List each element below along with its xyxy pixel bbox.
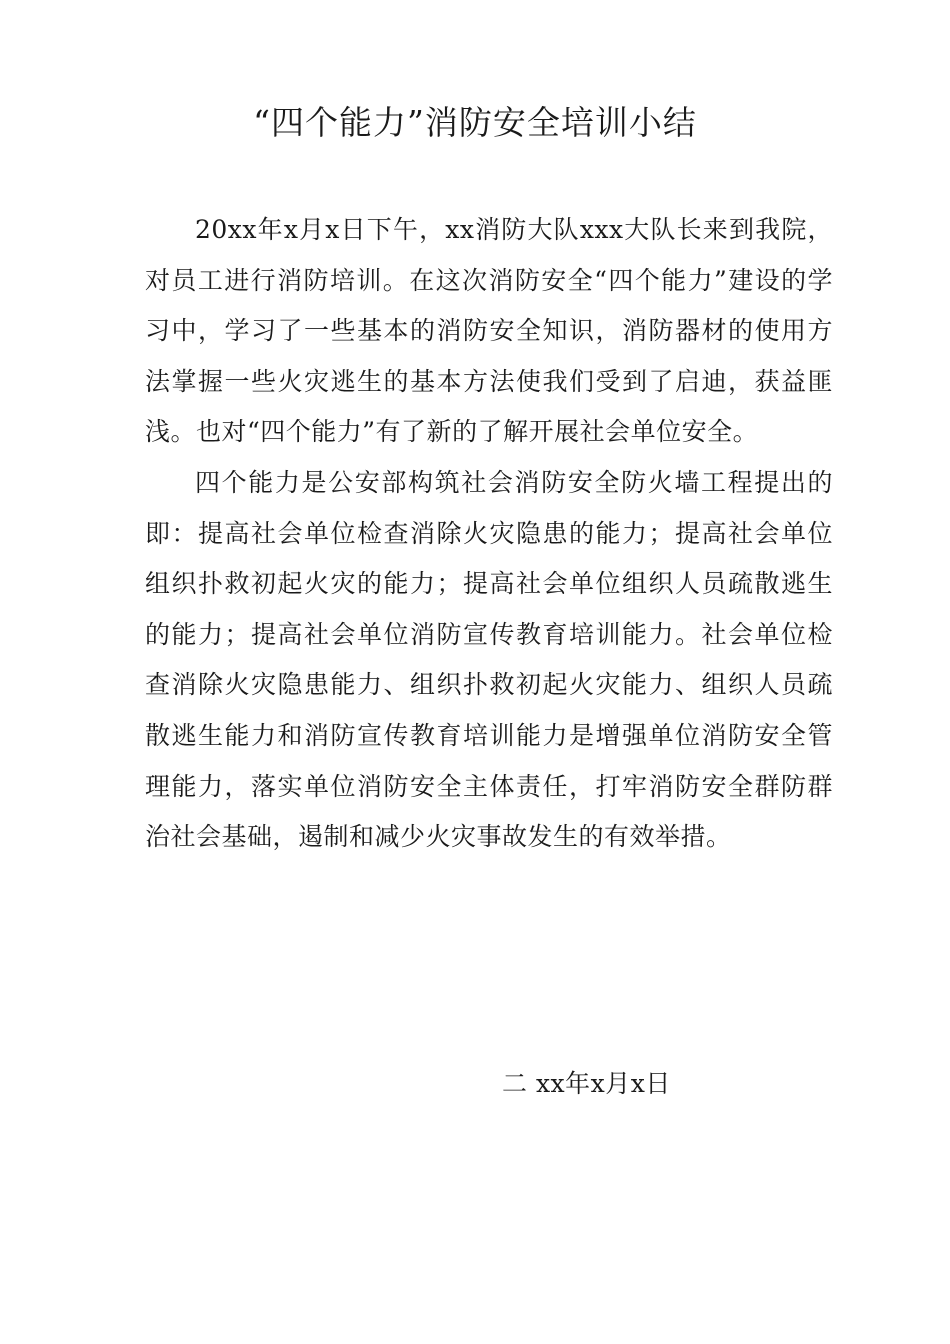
paragraph-2: 四个能力是公安部构筑社会消防安全防火墙工程提出的即：提高社会单位检查消除火灾隐患的能力；提高社会单位组织扑救初起火灾的能力；提高社会单位组织人员疏散逃生的能力；提高社会单位消防宣传教育培训能力。社会单位检查消除火灾隐患能力、组织扑救初起火灾能力、组织人员疏散逃生能力和消防宣传教育培训能力是增强单位消防安全管理能力，落实单位消防安全主体责任，打牢消防安全群防群治社会基础，遏制和减少火灾事故发生的有效举措。: [145, 467, 833, 852]
document-title: “四个能力”消防安全培训小结: [253, 103, 697, 142]
document-body: [145, 205, 833, 863]
paragraph-1: 20xx年x月x日下午，xx消防大队xxx大队长来到我院，对员工进行消防培训。在这次消防安全“四个能力”建设的学习中，学习了一些基本的消防安全知识，消防器材的使用方法掌握一些火灾逃生的基本方法使我们受到了启迪，获益匪浅。也对“四个能力”有了新的了解开展社会单位安全。: [145, 215, 833, 447]
signature-date: 二 xx年x月x日: [502, 1069, 671, 1098]
